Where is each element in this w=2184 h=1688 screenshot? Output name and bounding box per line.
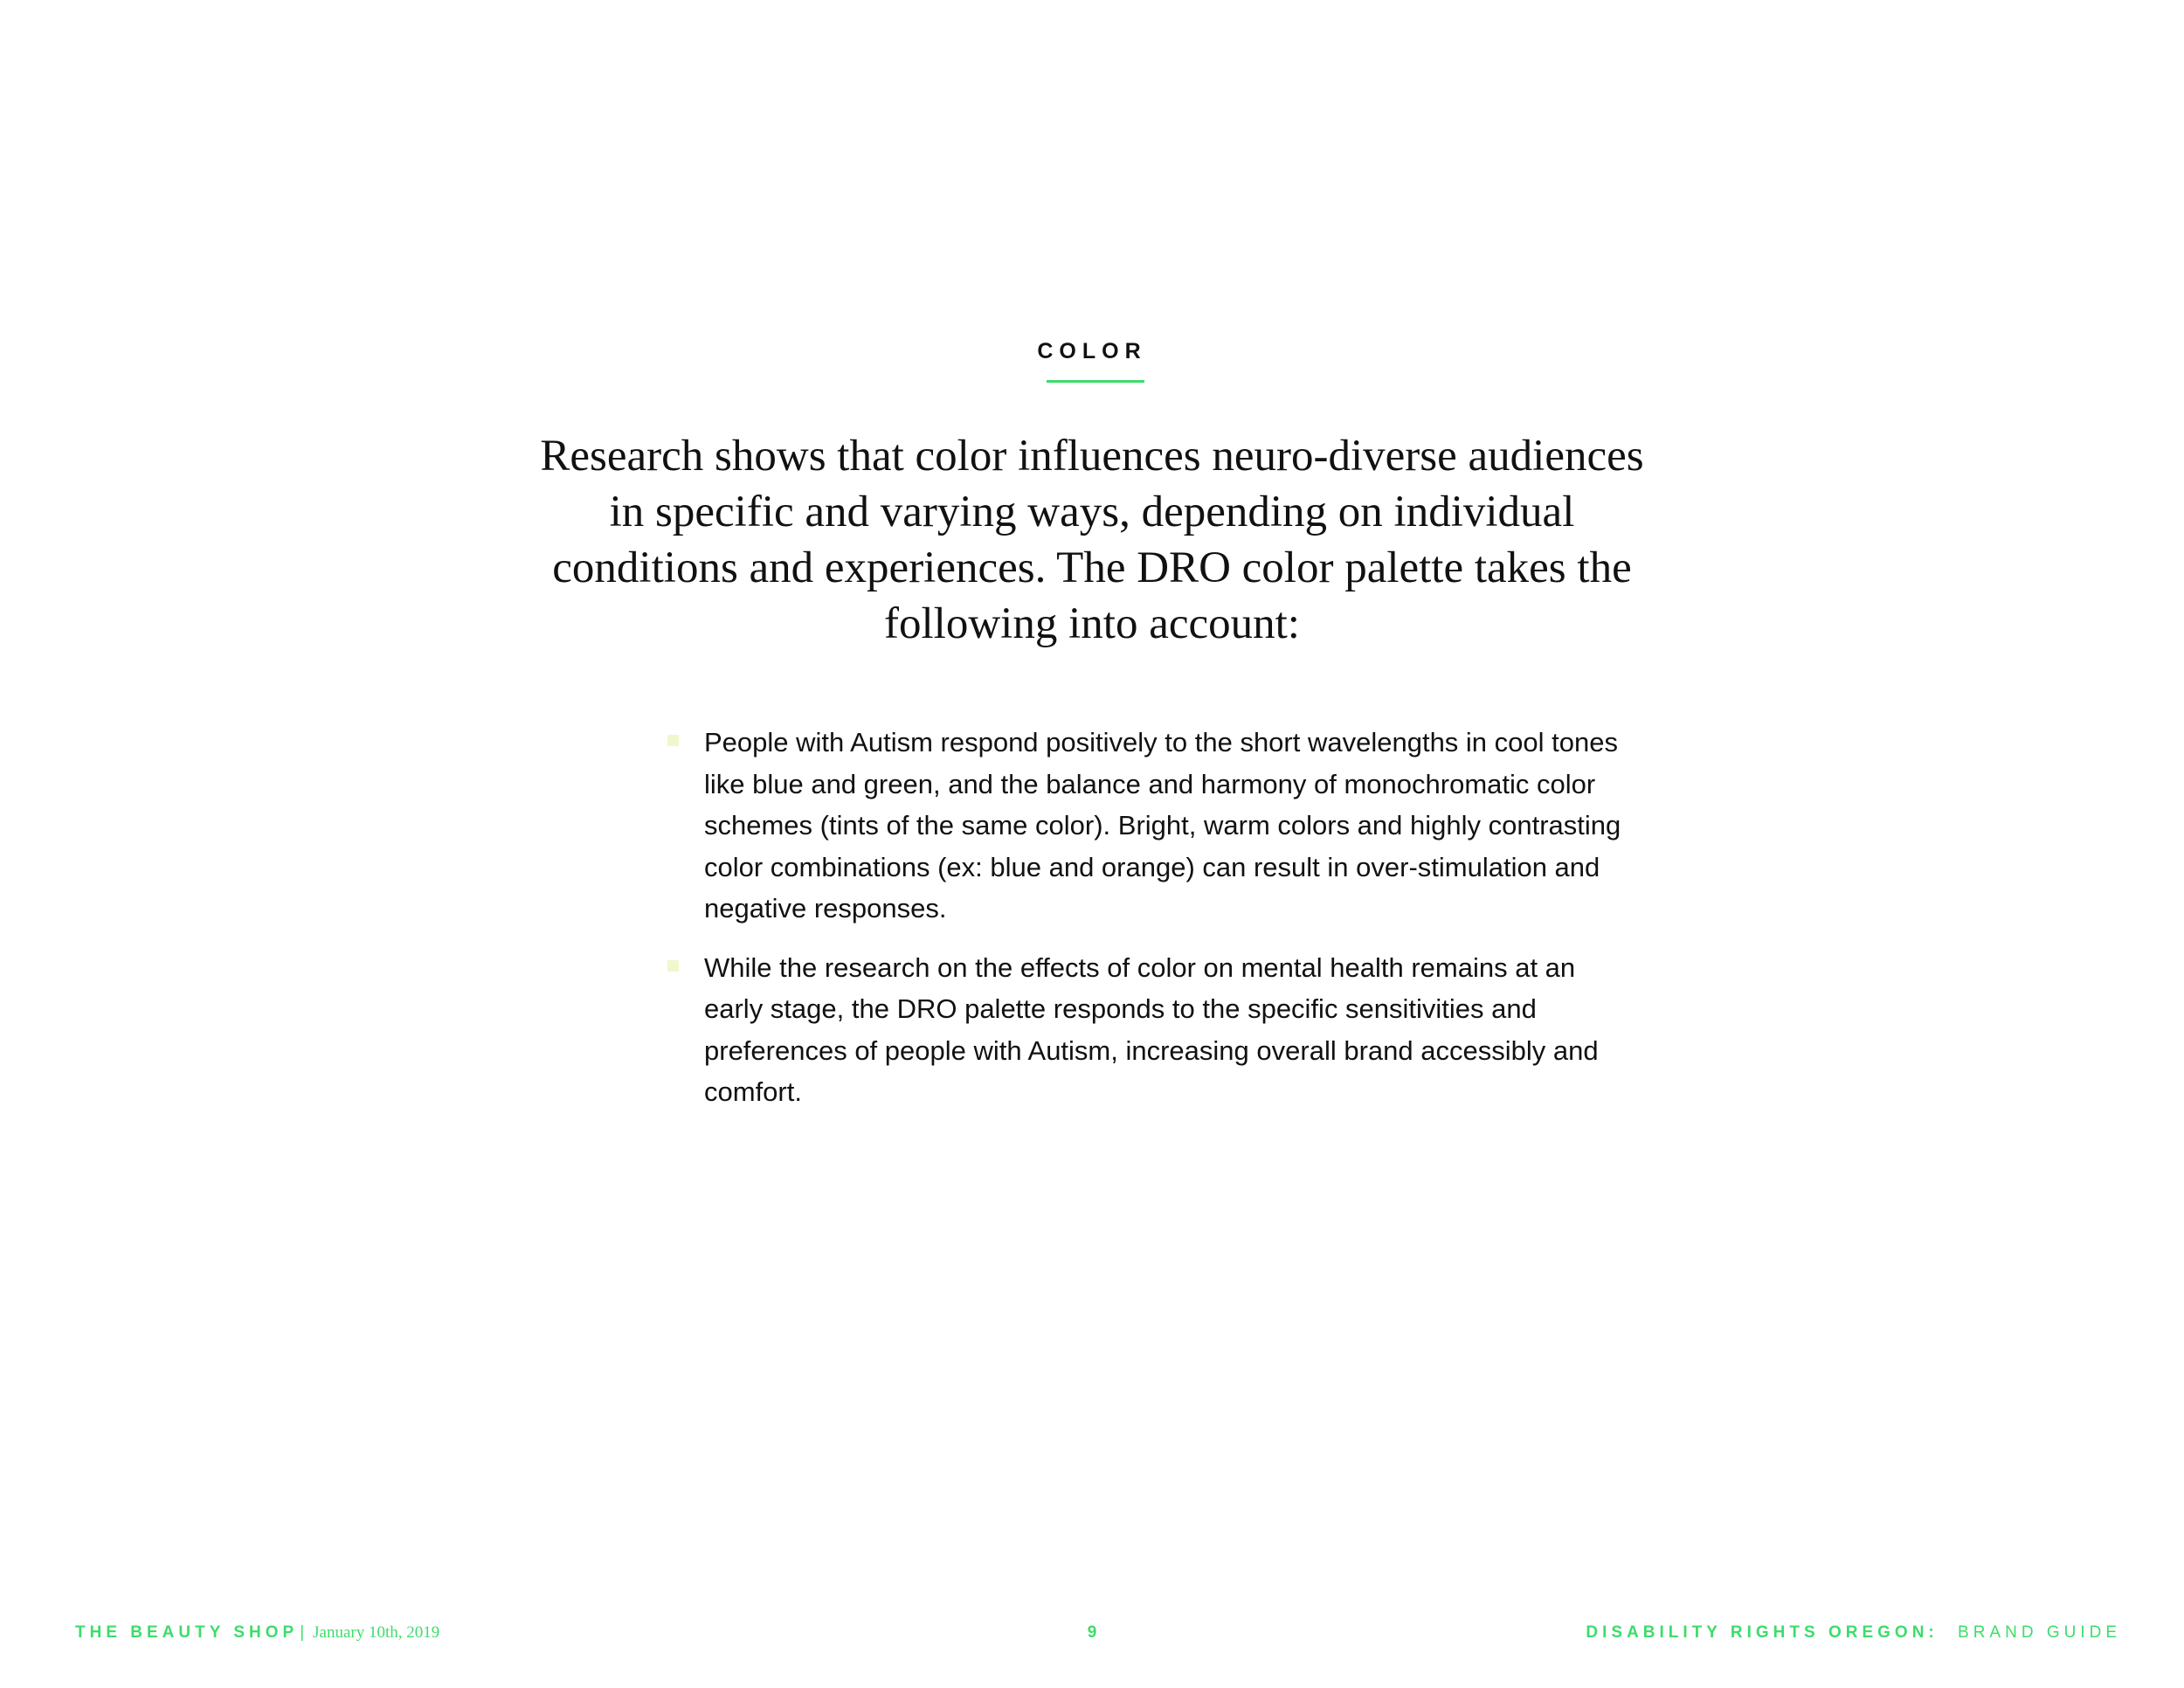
bullet-text: While the research on the effects of color on mental health remains at an early stage, the DRO palette responds to the specific sensitivities and preferences of people with Autism, increasing overall brand accessibly and comfort. [704, 951, 1599, 1107]
footer-date: January 10th, 2019 [313, 1623, 440, 1642]
footer-left [75, 1623, 439, 1643]
list-item [667, 722, 1628, 930]
footer-organization: DISABILITY RIGHTS OREGON: [1586, 1623, 1939, 1642]
page-number: 9 [1087, 1623, 1097, 1642]
footer-document-title: BRAND GUIDE [1958, 1623, 2121, 1642]
square-bullet-icon [667, 960, 679, 972]
footer-company: THE BEAUTY SHOP [75, 1623, 299, 1642]
list-item [667, 947, 1628, 1113]
footer-separator: | [300, 1623, 305, 1642]
bullet-text: People with Autism respond positively to the short wavelengths in cool tones like blue and green, and the balance and harmony of monochromatic color schemes (tints of the same color). Bright, warm colors and highly contrasting color combinations (ex: blue and orange) can result in over-stimulation and negative responses. [704, 727, 1621, 924]
section-underline [1047, 380, 1144, 383]
section-label: COLOR [1037, 339, 1147, 363]
square-bullet-icon [667, 735, 679, 746]
footer-right [1586, 1623, 2121, 1643]
bullet-list [667, 722, 1628, 1131]
page-headline: Research shows that color influences neuro-diverse audiences in specific and varying ways, depending on individual conditions and experiences. The DRO color palette takes the following into account: [540, 432, 1644, 648]
